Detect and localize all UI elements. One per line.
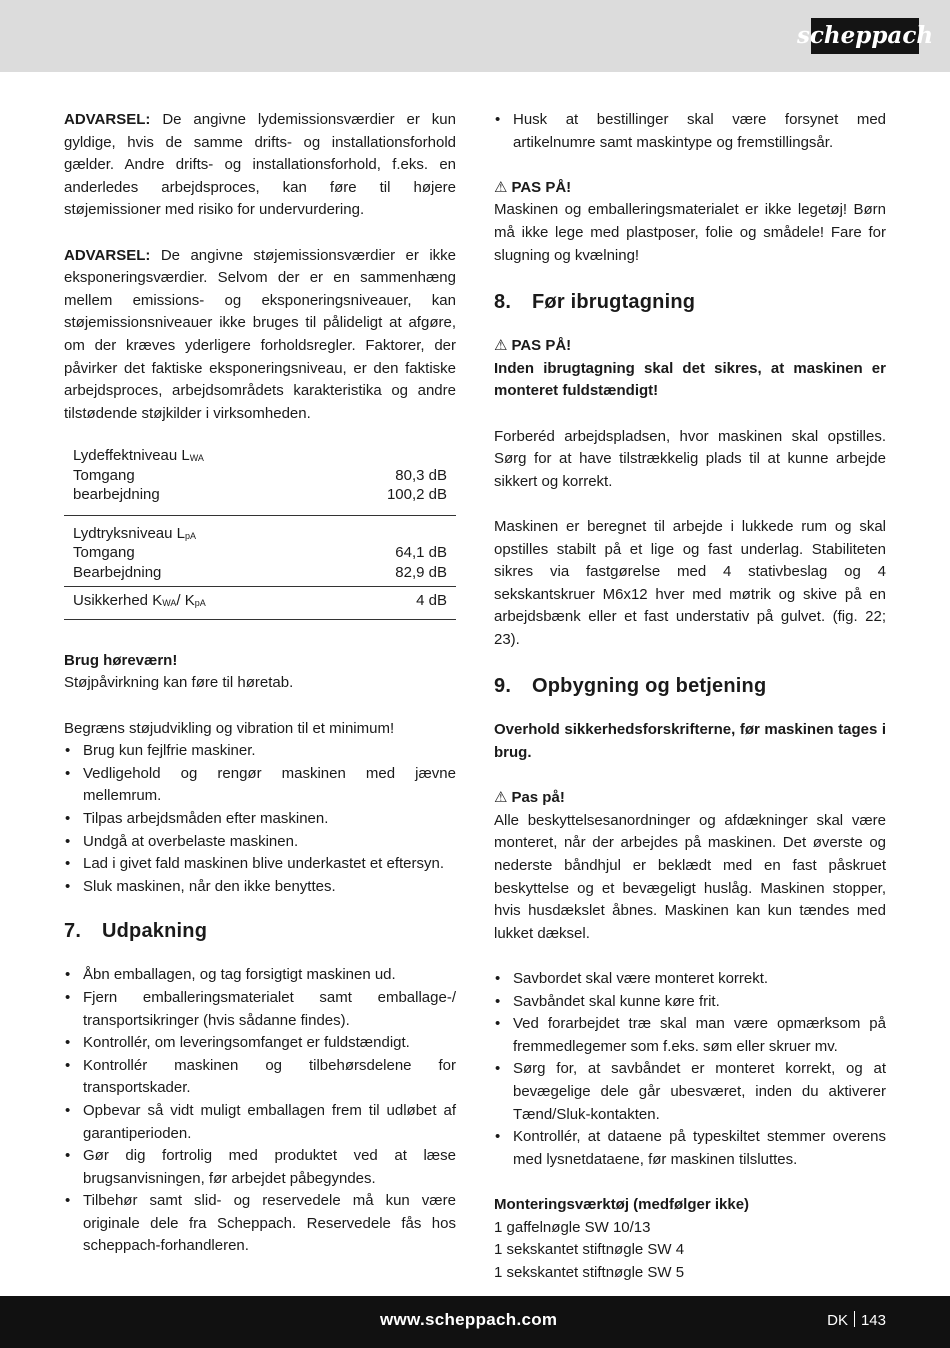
limit-list <box>64 740 456 898</box>
sound-pressure-label: Lydtryksniveau $L_{pA}$ <box>73 524 197 542</box>
caution-heading: ⚠ PAS PÅ! <box>494 177 886 200</box>
list-item: • Opbevar så vidt muligt emballagen frem til udløbet af garantiperioden. <box>64 1100 456 1145</box>
language-code: DK <box>827 1312 848 1329</box>
caution-text: Alle beskyttelsesanordninger og afdækninger skal være monteret, når der arbejdes på maskinen. Det øverste og nederste båndhjul er beklædt med en fast påskruet beskyttelse og et bevægeligt huslåg. Maskinen stopper, hvis husdækslet åbnes. Maskinen kan kun tændes med lukket dæksel. <box>494 811 886 942</box>
sound-power-label: Lydeffektniveau $L_{WA}$ <box>73 447 204 465</box>
list-item: • Husk at bestillinger skal være forsynet med artikelnumre samt maskintype og fremstillingsår. <box>494 109 886 154</box>
list-item: • Kontrollér, om leveringsomfanget er fuldstændigt. <box>64 1032 456 1055</box>
limit-intro: Begræns støjudvikling og vibration til et minimum! <box>64 719 395 737</box>
prep-text: Forberéd arbejdspladsen, hvor maskinen skal opstilles. Sørg for at have tilstrækkelig plads til at kunne arbejde sikkert og korrekt. <box>494 427 886 490</box>
list-item: • Tilbehør samt slid- og reservedele må kun være originale dele fra Scheppach. Reservedele fås hos scheppach-forhandleren. <box>64 1190 456 1258</box>
warning-triangle-icon: ⚠ <box>494 178 508 196</box>
list-item: • Ved forarbejdet træ skal man være opmærksom på fremmedlegemer som f.eks. søm eller skruer mv. <box>494 1013 886 1058</box>
table-row <box>64 543 456 563</box>
unpack-list <box>64 964 456 1258</box>
website-link[interactable]: www.scheppach.com <box>380 1310 558 1329</box>
warning-paragraph-1 <box>64 109 456 222</box>
tool-item: 1 sekskantet stiftnøgle SW 4 <box>494 1241 685 1259</box>
check-list <box>494 968 886 1171</box>
caution-text: Maskinen og emballeringsmaterialet er ikke legetøj! Børn må ikke lege med plastposer, folie og smådele! Fare for slugning og kvælning! <box>494 201 886 264</box>
page-info <box>827 1310 886 1333</box>
tools-title: Monteringsværktøj (medfølger ikke) <box>494 1195 750 1213</box>
caution-text: Inden ibrugtagning skal det sikres, at maskinen er monteret fuldstændigt! <box>494 359 886 400</box>
list-item: • Åbn emballagen, og tag forsigtigt maskinen ud. <box>64 964 456 987</box>
list-item: • Brug kun fejlfrie maskiner. <box>64 740 456 763</box>
list-item: • Vedligehold og rengør maskinen med jævne mellemrum. <box>64 763 456 808</box>
row-label: bearbejdning <box>64 485 322 515</box>
hearing-title: Brug høreværn! <box>64 651 178 669</box>
warning-label: ADVARSEL: <box>64 111 151 128</box>
list-item: • Sluk maskinen, når den ikke benyttes. <box>64 876 456 899</box>
warning-text: De angivne støjemissionsværdier er ikke eksponeringsværdier. Selvom der er en sammenhæng mellem emissions- og eksponeringsniveauer, kan støjemissionsniveauer ikke bruges til pålideligt at afgøre, om der kræves yderligere forholdsregler. Faktorer, der påvirker det faktiske eksponeringsniveau, er den faktiske arbejdsproces, arbejdsområdets karakteristika og andre tilstødende støjkilder i virksomheden. <box>64 246 456 422</box>
list-item: • Savbåndet skal kunne køre frit. <box>494 991 886 1014</box>
list-item: • Fjern emballeringsmaterialet samt emballage-/ transportsikringer (hvis sådanne findes). <box>64 987 456 1032</box>
tool-item: 1 gaffelnøgle SW 10/13 <box>494 1218 651 1236</box>
row-label: Bearbejdning <box>64 563 322 587</box>
table-row <box>64 441 456 466</box>
table-row <box>64 563 456 587</box>
table-row <box>64 515 456 543</box>
list-item: • Lad i givet fald maskinen blive underkastet et eftersyn. <box>64 853 456 876</box>
tool-item: 1 sekskantet stiftnøgle SW 5 <box>494 1263 685 1281</box>
list-item: • Tilpas arbejdsmåden efter maskinen. <box>64 808 456 831</box>
hearing-text: Støjpåvirkning kan føre til høretab. <box>64 674 294 692</box>
list-item: • Kontrollér maskinen og tilbehørsdelene for transportskader. <box>64 1055 456 1100</box>
row-value: 80,3 dB <box>395 466 447 484</box>
list-item: • Sørg for, at savbåndet er monteret korrekt, og at bevægelige dele går ubesværet, inden du aktiverer Tænd/Sluk-kontakten. <box>494 1058 886 1126</box>
row-value: 64,1 dB <box>395 544 447 562</box>
section-9-heading: 9. Opbygning og betjening <box>494 675 767 698</box>
caution-heading: ⚠ Pas på! <box>494 787 886 810</box>
footer-bar <box>0 1296 950 1348</box>
warning-text: De angivne lydemissionsværdier er kun gyldige, hvis de samme drifts- og installationsforhold gælder. Andre drifts- og installationsforhold, f.eks. en anderledes arbejdsproces, kan føre til højere støjemissioner med risiko for undervurdering. <box>64 111 456 219</box>
header-bar <box>0 0 950 72</box>
warning-paragraph-2 <box>64 245 456 426</box>
page-number: 143 <box>860 1312 886 1329</box>
order-list <box>494 109 886 154</box>
list-item: • Kontrollér, at dataene på typeskiltet stemmer overens med lysnetdataene, før maskinen tilsluttes. <box>494 1126 886 1171</box>
table-row <box>64 466 456 486</box>
sound-level-table <box>64 441 456 620</box>
table-row <box>64 587 456 620</box>
caution-heading: ⚠ PAS PÅ! <box>494 335 886 358</box>
section-8-heading: 8. Før ibrugtagning <box>494 291 696 314</box>
row-value: 100,2 dB <box>322 485 456 515</box>
warning-triangle-icon: ⚠ <box>494 789 508 807</box>
row-value: 82,9 dB <box>322 563 456 587</box>
warning-label: ADVARSEL: <box>64 246 151 264</box>
section-7-heading: 7. Udpakning <box>64 920 208 943</box>
uncertainty-label: Usikkerhed $K_{WA}/$ $K_{pA}$ <box>64 587 322 620</box>
list-item: • Savbordet skal være monteret korrekt. <box>494 968 886 991</box>
safety-note: Overhold sikkerhedsforskrifterne, før maskinen tages i brug. <box>494 721 886 762</box>
left-column <box>64 109 456 1258</box>
row-label: Tomgang <box>73 466 135 484</box>
table-row <box>64 485 456 515</box>
list-item: • Undgå at overbelaste maskinen. <box>64 831 456 854</box>
brand-logo: scheppach <box>811 18 919 54</box>
row-label: Tomgang <box>73 544 135 562</box>
list-item: • Gør dig fortrolig med produktet ved at læse brugsanvisningen, før arbejdet påbegyndes. <box>64 1145 456 1190</box>
uncertainty-value: 4 dB <box>322 587 456 620</box>
right-column <box>494 109 886 1284</box>
mount-text: Maskinen er beregnet til arbejde i lukkede rum og skal opstilles stabilt på et lige og fast underlag. Stabiliteten sikres via fastgørelse med 4 stativbeslag og 4 sekskantskruer M6x12 hver med møtrik og skive på en arbejdsbænk eller et fast understativ på gulvet. (fig. 22; 23). <box>494 517 886 648</box>
warning-triangle-icon: ⚠ <box>494 337 508 355</box>
